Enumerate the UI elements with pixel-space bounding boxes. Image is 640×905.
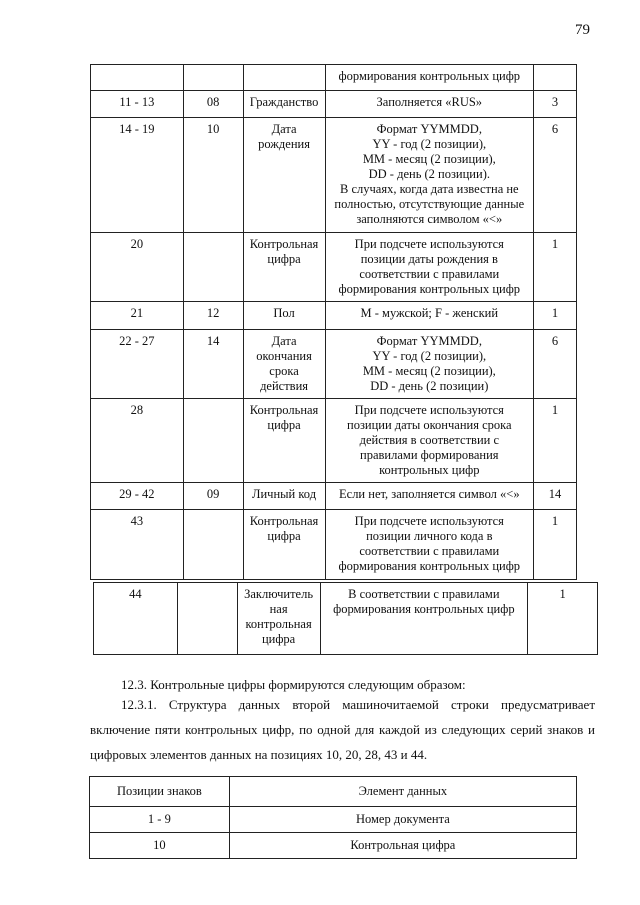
cell-count: 1 [534, 302, 577, 330]
cell-pos: 28 [91, 399, 184, 483]
cell-pos: 21 [91, 302, 184, 330]
cell-len [183, 399, 243, 483]
cell-name [243, 65, 325, 91]
mrz-fields-table [90, 64, 577, 580]
cell-len: 10 [183, 118, 243, 233]
cell-desc: Заполняется «RUS» [325, 91, 534, 118]
cell-len: 08 [183, 91, 243, 118]
mrz-final-row-table [93, 582, 598, 655]
cell-name: Контрольная цифра [243, 510, 325, 580]
cell-name: Пол [243, 302, 325, 330]
cell-name: Дата окончания срока действия [243, 330, 325, 399]
cell-name: Гражданство [243, 91, 325, 118]
cell-name: Контрольная цифра [243, 233, 325, 302]
cell-count: 1 [534, 510, 577, 580]
cell-pos [91, 65, 184, 91]
table-row [91, 483, 577, 510]
cell-count: 1 [534, 233, 577, 302]
cell-count: 6 [534, 330, 577, 399]
table-row [90, 833, 577, 859]
cell-desc: При подсчете используются позиции личного кода в соответствии с правилами формирования контрольных цифр [325, 510, 534, 580]
table-row [91, 302, 577, 330]
cell-len [183, 510, 243, 580]
cell-count [534, 65, 577, 91]
paragraph-12-3: 12.3. Контрольные цифры формируются следующим образом: [121, 677, 466, 692]
table-row [91, 233, 577, 302]
cell-pos: 44 [94, 583, 178, 655]
cell-desc: При подсчете используются позиции даты рождения в соответствии с правилами формирования контрольных цифр [325, 233, 534, 302]
cell-len: 14 [183, 330, 243, 399]
table-row [91, 399, 577, 483]
cell-pos: 20 [91, 233, 184, 302]
cell-name: Заключитель ная контрольная цифра [237, 583, 320, 655]
table-row [91, 118, 577, 233]
table-row [91, 510, 577, 580]
cell-pos: 11 - 13 [91, 91, 184, 118]
table-header-row [90, 777, 577, 807]
page-number: 79 [575, 22, 590, 38]
cell-desc: M - мужской; F - женский [325, 302, 534, 330]
cell-name: Личный код [243, 483, 325, 510]
cell-len: 12 [183, 302, 243, 330]
cell-len [183, 233, 243, 302]
cell-desc: При подсчете используются позиции даты окончания срока действия в соответствии с правилами формирования контрольных цифр [325, 399, 534, 483]
table-cell: Контрольная цифра [229, 833, 576, 859]
cell-pos: 14 - 19 [91, 118, 184, 233]
cell-desc: В соответствии с правилами формирования контрольных цифр [320, 583, 528, 655]
cell-count: 1 [534, 399, 577, 483]
cell-count: 6 [534, 118, 577, 233]
table-cell: 10 [90, 833, 230, 859]
cell-desc: формирования контрольных цифр [325, 65, 534, 91]
cell-pos: 29 - 42 [91, 483, 184, 510]
cell-name: Дата рождения [243, 118, 325, 233]
table-row [91, 65, 577, 91]
table-row [91, 91, 577, 118]
column-header: Позиции знаков [90, 777, 230, 807]
cell-len [177, 583, 237, 655]
cell-pos: 43 [91, 510, 184, 580]
cell-len [183, 65, 243, 91]
cell-count: 3 [534, 91, 577, 118]
column-header: Элемент данных [229, 777, 576, 807]
cell-desc: Формат YYMMDD, YY - год (2 позиции), MM - месяц (2 позиции), DD - день (2 позиции). В случаях, когда дата известна не полностью, отсутствующие данные заполняются символом «<» [325, 118, 534, 233]
table-row [94, 583, 598, 655]
table-cell: Номер документа [229, 807, 576, 833]
cell-pos: 22 - 27 [91, 330, 184, 399]
check-digit-table [89, 776, 577, 859]
table-row [91, 330, 577, 399]
cell-len: 09 [183, 483, 243, 510]
cell-count: 14 [534, 483, 577, 510]
cell-count: 1 [528, 583, 598, 655]
paragraph-12-3-1: 12.3.1. Структура данных второй машиночитаемой строки предусматривает включение пяти контрольных цифр, по одной для каждой из следующих серий знаков и цифровых элементов данных на позициях 10, 20, 28, 43 и 44. [90, 697, 595, 762]
table-row [90, 807, 577, 833]
cell-desc: Если нет, заполняется символ «<» [325, 483, 534, 510]
cell-desc: Формат YYMMDD, YY - год (2 позиции), MM - месяц (2 позиции), DD - день (2 позиции) [325, 330, 534, 399]
cell-name: Контрольная цифра [243, 399, 325, 483]
table-cell: 1 - 9 [90, 807, 230, 833]
